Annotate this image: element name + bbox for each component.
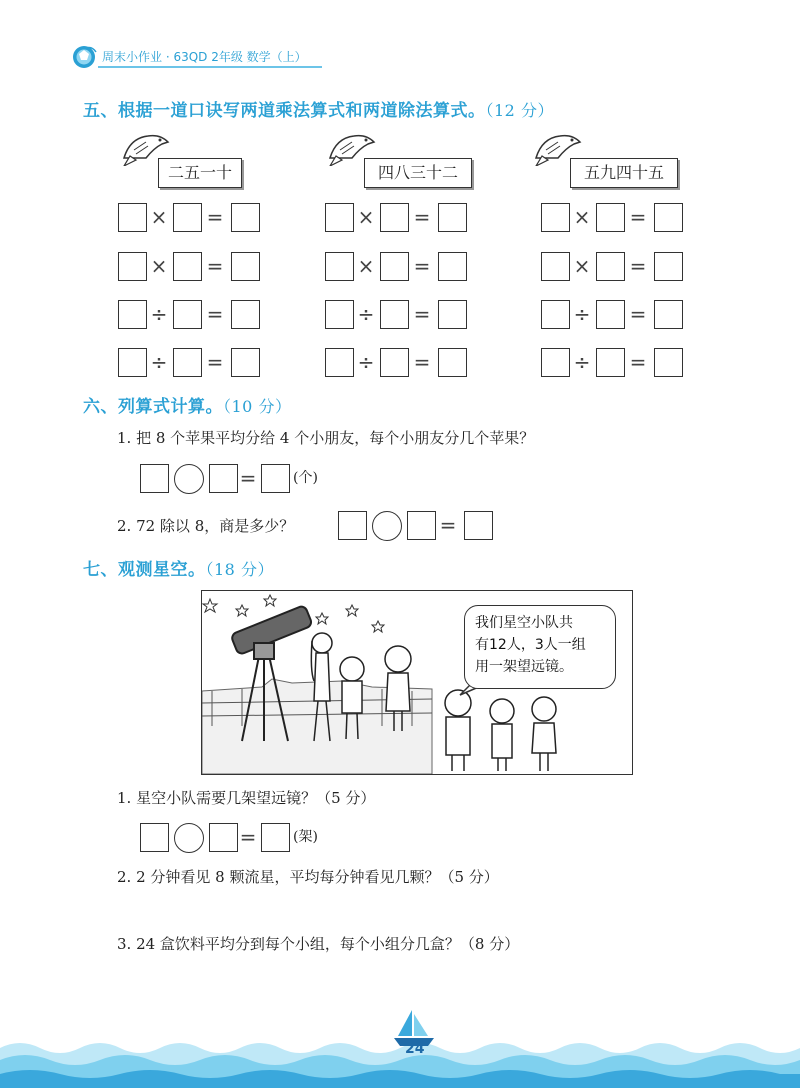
answer-box[interactable] bbox=[596, 348, 625, 377]
answer-box[interactable] bbox=[438, 348, 467, 377]
section6-score: （10 分） bbox=[223, 397, 292, 416]
times-sign: × bbox=[150, 254, 168, 278]
answer-box[interactable] bbox=[140, 464, 169, 493]
answer-box[interactable] bbox=[118, 252, 147, 281]
logo-icon bbox=[72, 44, 100, 72]
answer-box[interactable] bbox=[173, 348, 202, 377]
answer-box[interactable] bbox=[231, 252, 260, 281]
answer-box[interactable] bbox=[209, 464, 238, 493]
answer-box[interactable] bbox=[596, 252, 625, 281]
answer-box[interactable] bbox=[261, 464, 290, 493]
question-7-3: 3. 24 盒饮料平均分到每个小组，每个小组分几盒？（8 分） bbox=[117, 935, 520, 953]
answer-box[interactable] bbox=[654, 203, 683, 232]
unit-label: (个) bbox=[293, 470, 318, 486]
equals-sign: = bbox=[206, 254, 224, 278]
answer-box[interactable] bbox=[261, 823, 290, 852]
answer-box[interactable] bbox=[325, 203, 354, 232]
answer-box[interactable] bbox=[338, 511, 367, 540]
question-6-1: 1. 把 8 个苹果平均分给 4 个小朋友，每个小朋友分几个苹果？ bbox=[117, 429, 535, 447]
bubble-line: 我们星空小队共 bbox=[475, 615, 573, 631]
equals-sign: = bbox=[239, 466, 257, 490]
times-sign: × bbox=[573, 205, 591, 229]
divide-sign: ÷ bbox=[573, 350, 591, 374]
operator-circle[interactable] bbox=[174, 823, 204, 853]
answer-box[interactable] bbox=[596, 300, 625, 329]
equals-sign: = bbox=[206, 205, 224, 229]
answer-box[interactable] bbox=[541, 348, 570, 377]
divide-sign: ÷ bbox=[357, 302, 375, 326]
answer-box[interactable] bbox=[380, 300, 409, 329]
answer-box[interactable] bbox=[541, 203, 570, 232]
bubble-line: 用一架望远镜。 bbox=[475, 659, 573, 675]
header-text: 周末小作业 · 63QD 2年级 数学（上） bbox=[102, 50, 307, 64]
answer-box[interactable] bbox=[380, 252, 409, 281]
page-number: 24 bbox=[405, 1041, 425, 1057]
equals-sign: = bbox=[206, 302, 224, 326]
answer-box[interactable] bbox=[541, 252, 570, 281]
answer-box[interactable] bbox=[173, 300, 202, 329]
answer-box[interactable] bbox=[438, 252, 467, 281]
answer-box[interactable] bbox=[231, 348, 260, 377]
answer-box[interactable] bbox=[118, 300, 147, 329]
divide-sign: ÷ bbox=[150, 302, 168, 326]
equals-sign: = bbox=[413, 205, 431, 229]
answer-box[interactable] bbox=[140, 823, 169, 852]
answer-box[interactable] bbox=[438, 203, 467, 232]
equals-sign: = bbox=[239, 825, 257, 849]
answer-box[interactable] bbox=[118, 203, 147, 232]
equals-sign: = bbox=[439, 513, 457, 537]
answer-box[interactable] bbox=[380, 348, 409, 377]
equals-sign: = bbox=[629, 350, 647, 374]
times-sign: × bbox=[357, 254, 375, 278]
answer-box[interactable] bbox=[464, 511, 493, 540]
answer-box[interactable] bbox=[654, 300, 683, 329]
answer-box[interactable] bbox=[654, 348, 683, 377]
equals-sign: = bbox=[413, 254, 431, 278]
operator-circle[interactable] bbox=[372, 511, 402, 541]
times-sign: × bbox=[357, 205, 375, 229]
speech-bubble bbox=[464, 605, 616, 689]
divide-sign: ÷ bbox=[573, 302, 591, 326]
section7-title-text: 七、观测星空。 bbox=[83, 560, 206, 580]
equals-sign: = bbox=[206, 350, 224, 374]
section5-score: （12 分） bbox=[485, 101, 554, 120]
section5-title-text: 五、根据一道口诀写两道乘法算式和两道除法算式。 bbox=[83, 101, 486, 121]
question-7-1: 1. 星空小队需要几架望远镜？（5 分） bbox=[117, 789, 376, 807]
operator-circle[interactable] bbox=[174, 464, 204, 494]
question-6-2: 2. 72 除以 8，商是多少？ bbox=[117, 517, 295, 535]
koujue-card-3: 五九四十五 bbox=[570, 158, 678, 188]
answer-box[interactable] bbox=[173, 203, 202, 232]
divide-sign: ÷ bbox=[357, 350, 375, 374]
section6-title-text: 六、列算式计算。 bbox=[83, 397, 223, 417]
section6-title bbox=[83, 392, 291, 417]
answer-box[interactable] bbox=[654, 252, 683, 281]
answer-box[interactable] bbox=[438, 300, 467, 329]
equals-sign: = bbox=[629, 302, 647, 326]
equals-sign: = bbox=[629, 254, 647, 278]
answer-box[interactable] bbox=[325, 300, 354, 329]
stargazing-illustration bbox=[201, 590, 633, 775]
answer-box[interactable] bbox=[541, 300, 570, 329]
speech-bubble-text bbox=[475, 612, 615, 678]
header-rule bbox=[98, 66, 322, 68]
koujue-card-2: 四八三十二 bbox=[364, 158, 472, 188]
question-7-2: 2. 2 分钟看见 8 颗流星，平均每分钟看见几颗？（5 分） bbox=[117, 868, 499, 886]
answer-box[interactable] bbox=[231, 300, 260, 329]
answer-box[interactable] bbox=[596, 203, 625, 232]
section7-score: （18 分） bbox=[205, 560, 274, 579]
section7-title bbox=[83, 555, 274, 580]
answer-box[interactable] bbox=[325, 348, 354, 377]
unit-label: (架) bbox=[293, 829, 318, 845]
answer-box[interactable] bbox=[118, 348, 147, 377]
answer-box[interactable] bbox=[231, 203, 260, 232]
equals-sign: = bbox=[629, 205, 647, 229]
section5-title bbox=[83, 96, 554, 121]
equals-sign: = bbox=[413, 350, 431, 374]
answer-box[interactable] bbox=[380, 203, 409, 232]
answer-box[interactable] bbox=[325, 252, 354, 281]
divide-sign: ÷ bbox=[150, 350, 168, 374]
bubble-line: 有12人，3人一组 bbox=[475, 637, 586, 653]
equals-sign: = bbox=[413, 302, 431, 326]
koujue-card-1: 二五一十 bbox=[158, 158, 242, 188]
answer-box[interactable] bbox=[407, 511, 436, 540]
header bbox=[72, 44, 322, 70]
times-sign: × bbox=[573, 254, 591, 278]
answer-box[interactable] bbox=[209, 823, 238, 852]
times-sign: × bbox=[150, 205, 168, 229]
answer-box[interactable] bbox=[173, 252, 202, 281]
